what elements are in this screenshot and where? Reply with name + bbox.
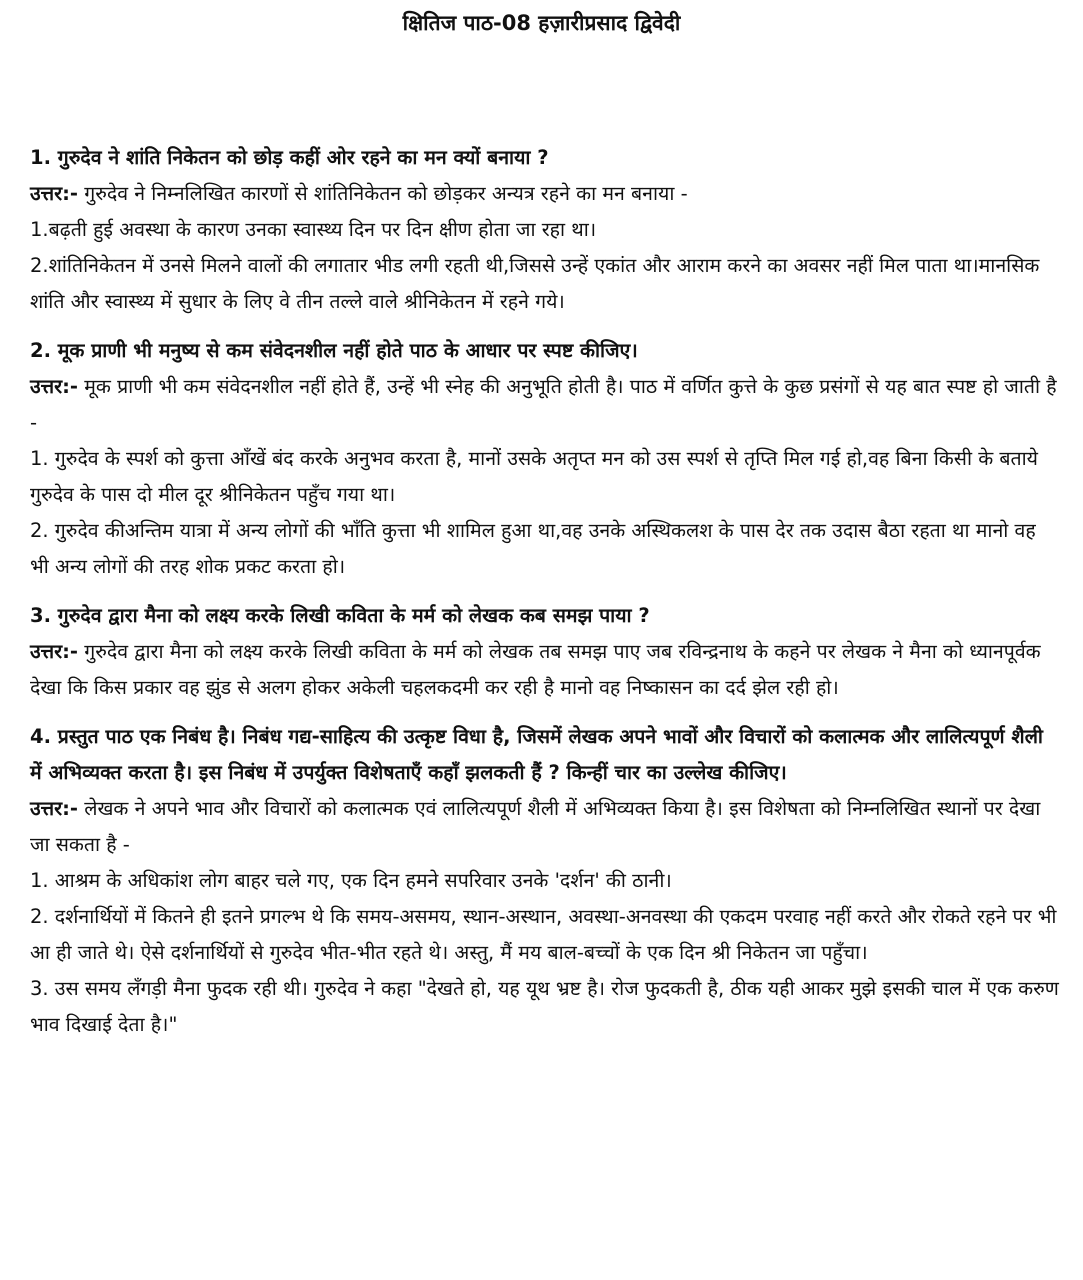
question-section-3 xyxy=(30,598,1060,706)
answer-paragraph xyxy=(30,791,1060,863)
answer-point: 2. गुरुदेव कीअन्तिम यात्रा में अन्य लोगों की भाँति कुत्ता भी शामिल हुआ था,वह उनके अस्थिकलश के पास देर तक उदास बैठा रहता था मानो वह भी अन्य लोगों की तरह शोक प्रकट करता हो। xyxy=(30,519,1036,578)
answer-point: 1.बढ़ती हुई अवस्था के कारण उनका स्वास्थ्य दिन पर दिन क्षीण होता जा रहा था। xyxy=(30,218,597,241)
answer-label: उत्तर:- xyxy=(30,375,79,398)
page-title: क्षितिज पाठ-08 हज़ारीप्रसाद द्विवेदी xyxy=(402,11,681,35)
question-heading: 4. प्रस्तुत पाठ एक निबंध है। निबंध गद्य-साहित्य की उत्कृष्ट विधा है, जिसमें लेखक अपने भावों और विचारों को कलात्मक और लालित्यपूर्ण शैली में अभिव्यक्त करता है। इस निबंध में उपर्युक्त विशेषताएँ कहाँ झलकती हैं ? किन्हीं चार का उल्लेख कीजिए। xyxy=(30,725,1043,784)
question-heading: 2. मूक प्राणी भी मनुष्य से कम संवेदनशील नहीं होते पाठ के आधार पर स्पष्ट कीजिए। xyxy=(30,339,638,362)
answer-paragraph xyxy=(30,176,1060,212)
answer-paragraph xyxy=(30,634,1060,706)
answer-label: उत्तर:- xyxy=(30,182,79,205)
question-section-4 xyxy=(30,719,1060,1043)
answer-text: गुरुदेव द्वारा मैना को लक्ष्य करके लिखी कविता के मर्म को लेखक तब समझ पाए जब रविन्द्रनाथ के कहने पर लेखक ने मैना को ध्यानपूर्वक देखा कि किस प्रकार वह झुंड से अलग होकर अकेली चहलकदमी कर रही है मानो वह निष्कासन का दर्द झेल रही हो। xyxy=(30,640,1041,699)
answer-text: गुरुदेव ने निम्नलिखित कारणों से शांतिनिकेतन को छोड़कर अन्यत्र रहने का मन बनाया - xyxy=(78,182,688,205)
answer-text: लेखक ने अपने भाव और विचारों को कलात्मक एवं लालित्यपूर्ण शैली में अभिव्यक्त किया है। इस विशेषता को निम्नलिखित स्थानों पर देखा जा सकता है - xyxy=(30,797,1041,856)
question-heading: 3. गुरुदेव द्वारा मैना को लक्ष्य करके लिखी कविता के मर्म को लेखक कब समझ पाया ? xyxy=(30,604,650,627)
question-section-2 xyxy=(30,333,1060,585)
answer-point: 2. दर्शनार्थियों में कितने ही इतने प्रगल्भ थे कि समय-असमय, स्थान-अस्थान, अवस्था-अनवस्था की एकदम परवाह नहीं करते और रोकते रहने पर भी आ ही जाते थे। ऐसे दर्शनार्थियों से गुरुदेव भीत-भीत रहते थे। अस्तु, मैं मय बाल-बच्चों के एक दिन श्री निकेतन जा पहुँचा। xyxy=(30,905,1057,964)
answer-point: 2.शांतिनिकेतन में उनसे मिलने वालों की लगातार भीड लगी रहती थी,जिससे उन्हें एकांत और आराम करने का अवसर नहीं मिल पाता था।मानसिक शांति और स्वास्थ्य में सुधार के लिए वे तीन तल्ले वाले श्रीनिकेतन में रहने गये। xyxy=(30,254,1040,313)
answer-label: उत्तर:- xyxy=(30,797,79,820)
answer-point: 3. उस समय लँगड़ी मैना फुदक रही थी। गुरुदेव ने कहा "देखते हो, यह यूथ भ्रष्ट है। रोज फुदकती है, ठीक यही आकर मुझे इसकी चाल में एक करुण भाव दिखाई देता है।" xyxy=(30,977,1059,1036)
question-heading: 1. गुरुदेव ने शांति निकेतन को छोड़ कहीं ओर रहने का मन क्यों बनाया ? xyxy=(30,146,549,169)
document-body xyxy=(30,140,1060,1056)
answer-point: 1. गुरुदेव के स्पर्श को कुत्ता आँखें बंद करके अनुभव करता है, मानों उसके अतृप्त मन को उस स्पर्श से तृप्ति मिल गई हो,वह बिना किसी के बताये गुरुदेव के पास दो मील दूर श्रीनिकेतन पहुँच गया था। xyxy=(30,447,1038,506)
answer-paragraph xyxy=(30,369,1060,441)
question-section-1 xyxy=(30,140,1060,320)
answer-label: उत्तर:- xyxy=(30,640,79,663)
answer-text: मूक प्राणी भी कम संवेदनशील नहीं होते हैं, उन्हें भी स्नेह की अनुभूति होती है। पाठ में वर्णित कुत्ते के कुछ प्रसंगों से यह बात स्पष्ट हो जाती है - xyxy=(30,375,1057,434)
answer-point: 1. आश्रम के अधिकांश लोग बाहर चले गए, एक दिन हमने सपरिवार उनके 'दर्शन' की ठानी। xyxy=(30,869,672,892)
